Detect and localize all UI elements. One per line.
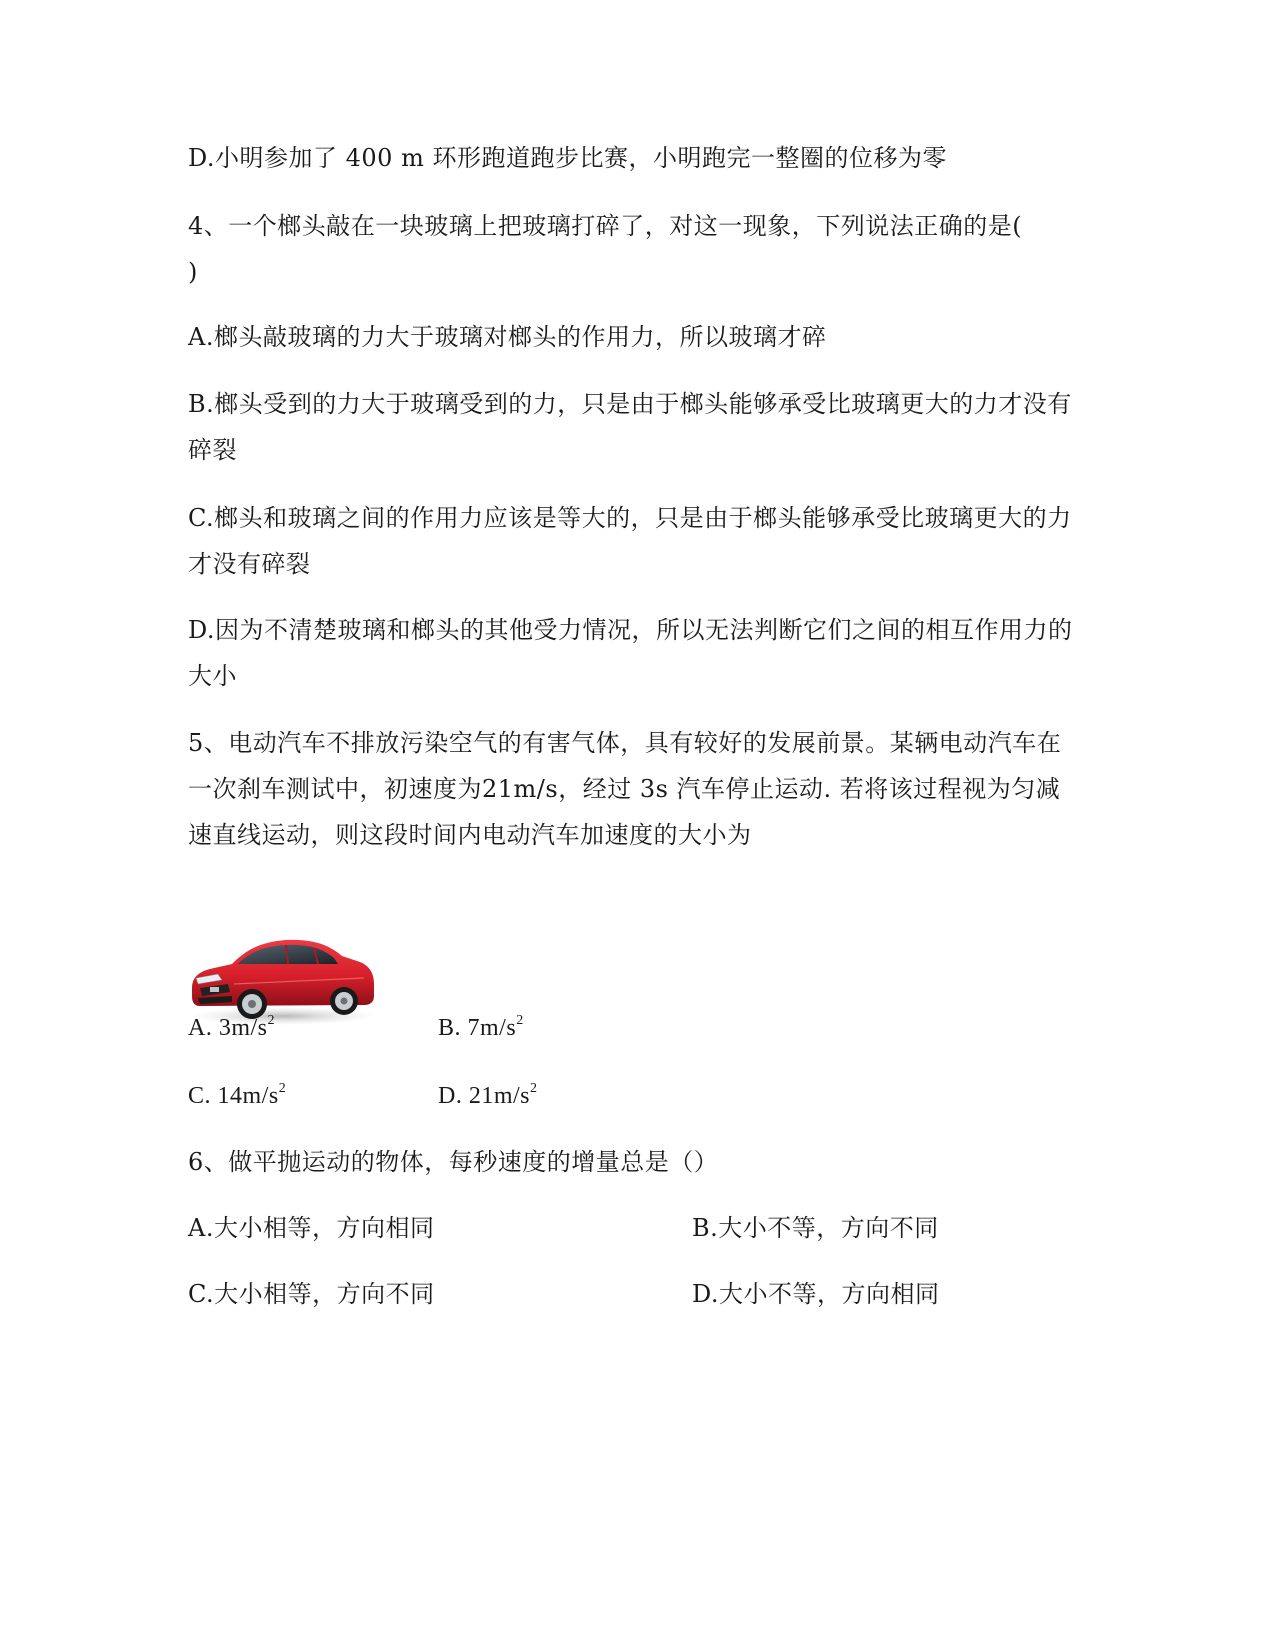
q5-option-a-label: A.	[188, 1015, 213, 1041]
q4-option-b-line2: 碎裂	[188, 436, 237, 464]
q5-option-d-exponent: 2	[530, 1081, 538, 1096]
q6-stem: 6、做平抛运动的物体，每秒速度的增量总是（）	[188, 1148, 719, 1176]
q5-option-b-exponent: 2	[516, 1013, 524, 1028]
q5-option-c-value: 14m/s	[217, 1083, 279, 1109]
q4-stem-line2: )	[188, 258, 198, 286]
q5-option-a	[188, 1012, 275, 1044]
q6-option-d: D.大小不等，方向相同	[692, 1280, 940, 1308]
q4-option-c-line2: 才没有碎裂	[188, 550, 311, 578]
q6-option-c: C.大小相等，方向不同	[188, 1280, 435, 1308]
q4-stem-line1: 4、一个榔头敲在一块玻璃上把玻璃打碎了，对这一现象，下列说法正确的是(	[188, 212, 1023, 240]
q5-option-a-exponent: 2	[267, 1013, 276, 1028]
q5-option-d-value: 21m/s	[468, 1083, 531, 1109]
q4-option-d-line1: D.因为不清楚玻璃和榔头的其他受力情况，所以无法判断它们之间的相互作用力的	[188, 616, 1073, 644]
q4-option-b-line1: B.榔头受到的力大于玻璃受到的力，只是由于榔头能够承受比玻璃更大的力才没有	[188, 390, 1072, 418]
q5-option-b	[438, 1012, 524, 1044]
q4-option-d-line2: 大小	[188, 662, 237, 690]
q5-option-b-label: B.	[438, 1015, 462, 1041]
q5-option-d	[438, 1080, 538, 1112]
q5-stem-line2: 一次刹车测试中，初速度为21m/s，经过 3s 汽车停止运动. 若将该过程视为匀减	[188, 775, 1061, 803]
q5-option-c-label: C.	[188, 1083, 212, 1109]
q6-option-a: A.大小相等，方向相同	[188, 1214, 435, 1242]
q5-option-a-value: 3m/s	[218, 1015, 268, 1041]
red-car-photo	[188, 926, 378, 1026]
q3-option-d: D.小明参加了 400 m 环形跑道跑步比赛，小明跑完一整圈的位移为零	[188, 144, 947, 172]
q5-stem-line3: 速直线运动，则这段时间内电动汽车加速度的大小为	[188, 821, 752, 849]
q4-option-c-line1: C.榔头和玻璃之间的作用力应该是等大的，只是由于榔头能够承受比玻璃更大的力	[188, 504, 1072, 532]
q5-option-b-value: 7m/s	[467, 1015, 517, 1041]
q6-option-b: B.大小不等，方向不同	[692, 1214, 939, 1242]
q5-option-d-label: D.	[438, 1083, 463, 1109]
q5-option-c	[188, 1080, 286, 1112]
q4-option-a: A.榔头敲玻璃的力大于玻璃对榔头的作用力，所以玻璃才碎	[188, 323, 827, 351]
q5-stem-line1: 5、电动汽车不排放污染空气的有害气体，具有较好的发展前景。某辆电动汽车在	[188, 729, 1062, 757]
q5-option-c-exponent: 2	[278, 1081, 287, 1096]
